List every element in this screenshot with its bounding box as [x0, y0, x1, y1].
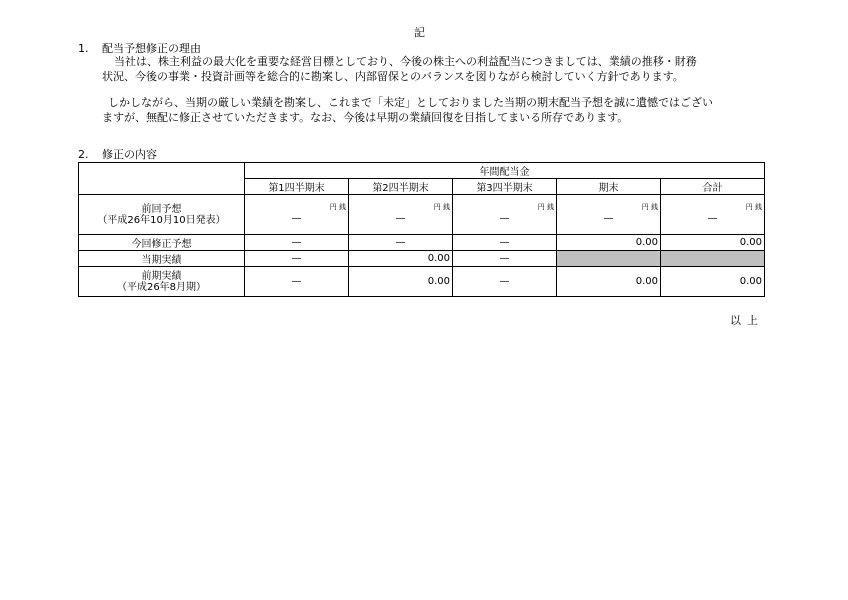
- table-cell: —: [453, 251, 557, 267]
- table-cell: [453, 195, 557, 235]
- section-2-number: 2.: [78, 148, 89, 161]
- table-cell: 0.00: [661, 235, 765, 251]
- table-cell: —: [245, 235, 349, 251]
- document-heading: 記: [414, 26, 425, 39]
- table-cell: —: [245, 251, 349, 267]
- cell-value: —: [395, 213, 406, 224]
- section-2-title: 修正の内容: [102, 148, 157, 161]
- annual-dividend-header: 年間配当金: [245, 163, 765, 179]
- table-cell: 0.00: [557, 267, 661, 297]
- table-row-prior-actual: [79, 267, 765, 297]
- unit-label: 円 銭: [433, 203, 450, 211]
- table-cell: 0.00: [349, 251, 453, 267]
- section-1-number: 1.: [78, 42, 89, 55]
- row-label-line: 前期実績: [141, 270, 182, 282]
- shaded-cell: [661, 251, 765, 267]
- paragraph-2-line-1: しかしながら、当期の厳しい業績を勘案し、これまで「未定」としておりました当期の期末配当予想を誠に遺憾ではござい: [108, 96, 713, 109]
- table-row-current-actual: [79, 251, 765, 267]
- table-cell: —: [453, 235, 557, 251]
- cell-value: —: [291, 213, 302, 224]
- table-corner-cell: [79, 163, 245, 195]
- column-header-year-end: 期末: [557, 179, 661, 195]
- paragraph-1-line-2: 状況、今後の事業・投資計画等を総合的に勘案し、内部留保とのバランスを図りながら検討していく方針であります。: [102, 70, 684, 83]
- column-header-total: 合計: [661, 179, 765, 195]
- column-header-q1: 第1四半期末: [245, 179, 349, 195]
- row-label-line: （平成26年10月10日発表）: [97, 214, 226, 226]
- row-label-prior-actual: [79, 267, 245, 297]
- column-header-q3: 第3四半期末: [453, 179, 557, 195]
- cell-value: —: [707, 213, 718, 224]
- shaded-cell: [557, 251, 661, 267]
- table-cell: [661, 195, 765, 235]
- table-cell: [349, 195, 453, 235]
- table-cell: —: [453, 267, 557, 297]
- table-cell: —: [349, 235, 453, 251]
- row-label-current-actual: 当期実績: [79, 251, 245, 267]
- row-label-previous-forecast: [79, 195, 245, 235]
- cell-value: —: [499, 213, 510, 224]
- section-2-heading: [78, 146, 157, 162]
- paragraph-2-line-2: ますが、無配に修正させていただきます。なお、今後は早期の業績回復を目指してまいる所存であります。: [102, 111, 629, 124]
- unit-label: 円 銭: [329, 203, 346, 211]
- table-cell: —: [245, 267, 349, 297]
- table-cell: 0.00: [557, 235, 661, 251]
- closing-mark: 以上: [730, 314, 764, 327]
- unit-label: 円 銭: [641, 203, 658, 211]
- cell-value: —: [603, 213, 614, 224]
- table-cell: [245, 195, 349, 235]
- row-label-line: （平成26年8月期）: [116, 281, 207, 293]
- section-1-title: 配当予想修正の理由: [102, 42, 201, 55]
- column-header-q2: 第2四半期末: [349, 179, 453, 195]
- unit-label: 円 銭: [745, 203, 762, 211]
- table-cell: 0.00: [349, 267, 453, 297]
- table-header-row-1: [79, 163, 765, 179]
- row-label-line: 前回予想: [141, 203, 182, 215]
- table-row-previous-forecast: [79, 195, 765, 235]
- paragraph-1-line-1: 当社は、株主利益の最大化を重要な経営目標としており、今後の株主への利益配当につきましては、業績の推移・財務: [114, 55, 697, 68]
- table-cell: [557, 195, 661, 235]
- row-label-revised-forecast: 今回修正予想: [79, 235, 245, 251]
- unit-label: 円 銭: [537, 203, 554, 211]
- table-row-revised-forecast: [79, 235, 765, 251]
- table-cell: 0.00: [661, 267, 765, 297]
- dividend-table: [78, 162, 765, 297]
